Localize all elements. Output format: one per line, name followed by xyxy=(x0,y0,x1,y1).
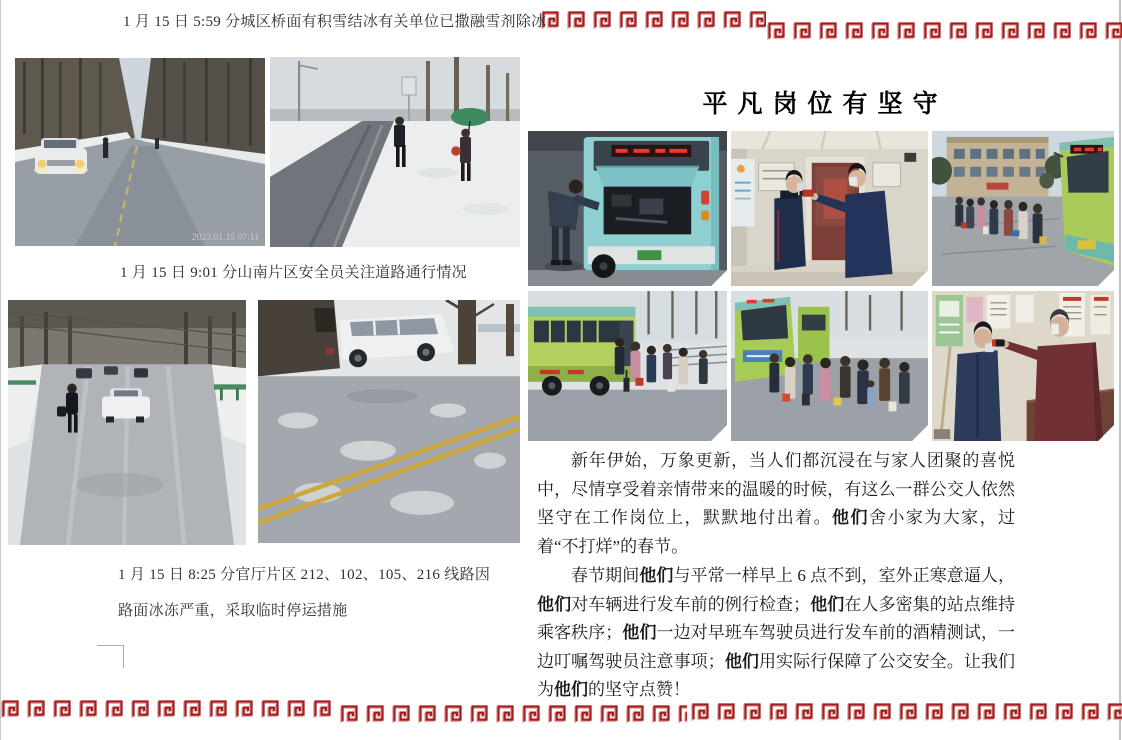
meander-tile-icon xyxy=(26,697,47,720)
bus-photo-collage xyxy=(528,131,1122,443)
meander-tile-icon xyxy=(818,19,839,42)
story-title: 平凡岗位有坚守 xyxy=(702,89,948,118)
meander-tile-icon xyxy=(974,19,995,42)
photo-office-alcohol-test xyxy=(932,291,1114,441)
window-left-edge xyxy=(0,0,1,740)
meander-tile-icon xyxy=(208,697,229,720)
story-paragraph-2: 春节期间他们与平常一样早上 6 点不到，室外正寒意逼人，他们对车辆进行发车前的例行检查；他们在人多密集的站点维持乘客秩序；他们一边对早班车驾驶员进行发车前的酒精测试，一边叮嘱驾驶员注意事项；他们用实际行保障了公交安全。让我们为他们的坚守点赞！ xyxy=(537,566,1016,699)
meander-tile-icon xyxy=(1026,19,1047,42)
meander-tile-icon xyxy=(722,8,743,31)
photo-snowy-road-car xyxy=(15,58,265,246)
meander-tile-icon xyxy=(339,702,360,725)
meander-tile-icon xyxy=(670,8,691,31)
meander-border-top-left xyxy=(540,6,766,32)
meander-tile-icon xyxy=(748,8,766,31)
meander-tile-icon xyxy=(156,697,177,720)
caption-shannan-road-check: 1 月 15 日 9:01 分山南片区安全员关注道路通行情况 xyxy=(120,265,467,281)
meander-tile-icon xyxy=(696,8,717,31)
meander-tile-icon xyxy=(312,697,333,720)
photo-icy-road-pedestrian xyxy=(8,300,246,545)
meander-tile-icon xyxy=(922,19,943,42)
meander-tile-icon xyxy=(417,702,438,725)
meander-tile-icon xyxy=(469,702,490,725)
meander-tile-icon xyxy=(286,697,307,720)
meander-tile-icon xyxy=(0,697,21,720)
photo-boarding-bus xyxy=(528,291,727,441)
meander-tile-icon xyxy=(234,697,255,720)
meander-tile-icon xyxy=(592,8,613,31)
meander-tile-icon xyxy=(766,19,787,42)
meander-tile-icon xyxy=(104,697,125,720)
svg-text:2023.01.15 07:11: 2023.01.15 07:11 xyxy=(191,232,259,243)
photo-bus-queue-street xyxy=(932,131,1114,286)
meander-tile-icon xyxy=(1078,19,1099,42)
meander-tile-icon xyxy=(844,19,865,42)
meander-tile-icon xyxy=(1104,19,1122,42)
meander-border-bottom-left xyxy=(0,695,336,721)
meander-tile-icon xyxy=(495,702,516,725)
meander-tile-icon xyxy=(870,19,891,42)
meander-tile-icon xyxy=(1106,700,1122,723)
meander-border-top-right xyxy=(766,17,1122,43)
meander-tile-icon xyxy=(948,19,969,42)
meander-tile-icon xyxy=(618,8,639,31)
meander-tile-icon xyxy=(1054,700,1075,723)
meander-tile-icon xyxy=(1080,700,1101,723)
meander-tile-icon xyxy=(52,697,73,720)
meander-tile-icon xyxy=(792,19,813,42)
caption-route-suspension-line1: 1 月 15 日 8:25 分官厅片区 212、102、105、216 线路因 xyxy=(118,567,491,583)
meander-tile-icon xyxy=(130,697,151,720)
meander-tile-icon xyxy=(365,702,386,725)
meander-tile-icon xyxy=(443,702,464,725)
story-paragraphs xyxy=(537,447,1015,706)
photo-roadside-umbrella xyxy=(270,57,520,247)
photo-frozen-road-vans xyxy=(258,300,520,543)
text-frame-corner-mark xyxy=(97,645,124,668)
meander-tile-icon xyxy=(260,697,281,720)
meander-tile-icon xyxy=(1000,19,1021,42)
photo-crowd-buses xyxy=(731,291,928,441)
meander-tile-icon xyxy=(391,702,412,725)
caption-route-suspension-line2: 路面冰冻严重，采取临时停运措施 xyxy=(118,603,348,619)
meander-tile-icon xyxy=(182,697,203,720)
photo-bus-engine-check xyxy=(528,131,727,286)
meander-tile-icon xyxy=(1052,19,1073,42)
meander-tile-icon xyxy=(644,8,665,31)
photo-indoor-check xyxy=(731,131,928,286)
caption-bridge-deicing: 1 月 15 日 5:59 分城区桥面有积雪结冰有关单位已撒融雪剂除冰 xyxy=(123,14,547,30)
meander-tile-icon xyxy=(896,19,917,42)
meander-tile-icon xyxy=(1028,700,1049,723)
meander-tile-icon xyxy=(78,697,99,720)
meander-tile-icon xyxy=(566,8,587,31)
story-paragraph-1: 新年伊始，万象更新，当人们都沉浸在与家人团聚的喜悦中，尽情享受着亲情带来的温暖的时候，有这么一群公交人依然坚守在工作岗位上，默默地付出着。他们舍小家为大家，过着“不打烊”的春节。 xyxy=(537,451,1016,556)
